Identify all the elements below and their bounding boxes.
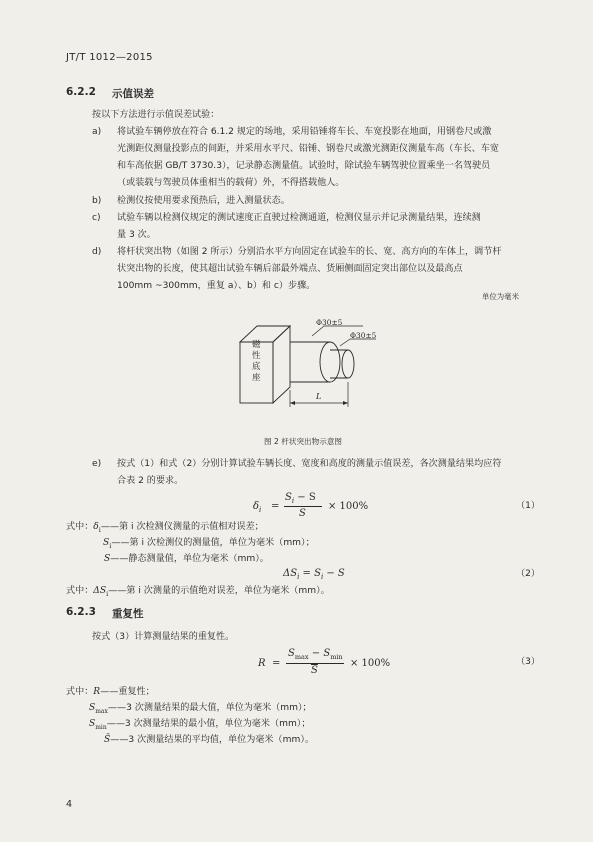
list-item-e-line-2: 合表 2 的要求。 [117, 476, 184, 486]
list-label-e: e) [92, 459, 102, 469]
list-item-d-line-1: 将杆状突出物（如图 2 所示）分别沿水平方向固定在试验车的长、宽、高方向的车体上，调节杆 [117, 247, 502, 257]
where2-desc: ——第 i 次测量的示值绝对误差，单位为毫米（mm）。 [108, 586, 330, 596]
document-code: JT/T 1012—2015 [66, 52, 153, 63]
dimension-label-2: Φ30±5 [350, 331, 377, 340]
eq1-numerator [285, 492, 316, 505]
list-item-c-line-1: 试验车辆以检测仪规定的测试速度正直驶过检测通道，检测仪显示并记录测量结果，连续测 [117, 213, 481, 223]
base-top-face [240, 326, 290, 342]
where2-line [66, 585, 330, 601]
figure-unit-note: 单位为毫米 [482, 292, 519, 301]
eq2-rhs-sub: i [320, 573, 324, 581]
list-item-a-line-1: 将试验车辆停放在符合 6.1.2 规定的场地，采用铅锤将车长、车宽投影在地面，用钢卷尺或激 [117, 127, 492, 137]
length-label: L [316, 392, 322, 401]
where1-symbol-1: δ [93, 522, 99, 532]
where1-desc-2: ——第 i 次检测仪的测量值，单位为毫米（mm）； [111, 538, 315, 548]
where3-symbol-3: S [89, 719, 96, 729]
eq1-equals: = [271, 501, 280, 512]
section-number-6-2-3: 6.2.3 [66, 606, 96, 618]
list-label-c: c) [92, 213, 101, 223]
base-label-text: 磁性底座 [252, 340, 261, 383]
eq1-num-sub: i [291, 497, 295, 505]
eq3-fraction-bar [286, 663, 344, 664]
where1-desc-3: ——静态测量值，单位为毫米（mm）。 [110, 554, 269, 564]
eq2-lhs-sub: i [297, 573, 300, 581]
eq3-equals: = [272, 658, 281, 669]
where3-symbol-4: S̄ [104, 735, 111, 745]
rod-outer-end [320, 342, 340, 382]
where3-sub-2: max [95, 707, 108, 715]
where2-prefix: 式中： [66, 586, 94, 596]
page-number: 4 [66, 799, 73, 810]
length-arrow-left [290, 401, 295, 405]
eq1-denominator: S [299, 508, 306, 519]
list-item-d-line-2: 状突出物的长度，使其超出试验车辆后部最外端点、货厢侧面固定突出部位以及最高点 [117, 264, 463, 274]
eq2-rhs-rest: − S [323, 568, 345, 579]
eq3-lhs: R [258, 658, 266, 669]
where2-sub: i [106, 589, 109, 598]
where3-line-1 [66, 686, 155, 699]
eq1-lhs [253, 501, 261, 514]
eq3-num-a: S [288, 648, 295, 659]
list-item-e-line-1: 按式（1）和式（2）分别计算试验车辆长度、宽度和高度的测量示值误差，各次测量结果均应符 [117, 459, 502, 469]
list-label-a: a) [92, 127, 102, 137]
equation-2 [283, 568, 345, 581]
where3-line-3 [89, 718, 310, 734]
where1-symbol-3: S [104, 554, 111, 564]
where3-symbol-1: R [93, 687, 101, 697]
intro-paragraph: 按以下方法进行示值误差试验： [92, 110, 220, 120]
eq1-num-rest: − S [294, 492, 316, 503]
where3-sub-3: min [95, 723, 107, 731]
base-side-face [273, 326, 290, 403]
equation-2-number: （2） [516, 569, 540, 579]
where1-sub-2: i [109, 541, 112, 550]
repeatability-intro: 按式（3）计算测量结果的重复性。 [92, 632, 235, 642]
eq3-num-a-sub: max [294, 653, 309, 661]
eq1-fraction-bar [284, 506, 322, 507]
where1-sub-1: i [98, 525, 101, 534]
eq1-tail: × 100% [328, 501, 369, 512]
section-title-6-2-3: 重复性 [112, 608, 144, 620]
equation-3-number: （3） [516, 657, 540, 667]
list-item-c-line-2: 量 3 次。 [117, 230, 156, 240]
section-title-6-2-2: 示值误差 [112, 88, 154, 100]
where2-symbol: ΔS [93, 586, 107, 596]
rod-inner-end [342, 350, 354, 378]
where3-line-2 [89, 702, 312, 718]
where3-desc-1: ——重复性； [100, 687, 155, 697]
dim2-leader [340, 339, 350, 346]
where3-desc-3: ——3 次测量结果的最小值，单位为毫米（mm）； [106, 719, 311, 729]
eq3-num-b: S [323, 648, 331, 659]
where1-desc-1: ——第 i 次检测仪测量的示值相对误差； [100, 522, 264, 532]
section-number-6-2-2: 6.2.2 [66, 86, 96, 98]
where1-line-1 [66, 521, 264, 537]
dim1-leader [312, 326, 324, 336]
where3-symbol-2: S [89, 703, 96, 713]
length-arrow-right [343, 401, 348, 405]
where3-desc-2: ——3 次测量结果的最大值，单位为毫米（mm）； [107, 703, 312, 713]
where3-line-4 [104, 734, 314, 747]
where3-desc-4: ——3 次测量结果的平均值，单位为毫米（mm）。 [110, 735, 314, 745]
eq3-num-b-sub: min [330, 653, 343, 661]
figure-caption: 图 2 杆状突出物示意图 [264, 437, 343, 446]
eq3-minus: − [308, 648, 324, 659]
where3-prefix: 式中： [66, 687, 94, 697]
eq2-rhs: S [314, 568, 321, 579]
eq3-tail: × 100% [350, 658, 391, 669]
list-item-a-line-4: （或装载与驾驶员体重相当的载荷）外，不得搭载他人。 [117, 178, 345, 188]
rod-figure [228, 306, 378, 426]
list-item-a-line-3: 和车高依据 GB/T 3730.3），记录静态测量值。试验时，除试验车辆驾驶位置乘坐一名驾驶员 [117, 161, 491, 171]
dimension-label-1: Φ30±5 [316, 318, 343, 327]
where1-symbol-2: S [103, 538, 110, 548]
eq1-lhs-symbol: δ [253, 501, 260, 512]
list-item-b-line-1: 检测仪按使用要求预热后，进入测量状态。 [117, 196, 290, 206]
eq2-lhs: ΔS [283, 568, 298, 579]
where1-prefix: 式中： [66, 522, 94, 532]
where1-line-3 [104, 553, 269, 566]
eq3-numerator [288, 648, 343, 661]
list-label-b: b) [92, 196, 102, 206]
eq1-lhs-sub: i [259, 506, 262, 514]
eq2-equals: = [299, 568, 315, 579]
list-label-d: d) [92, 247, 102, 257]
list-item-a-line-2: 光测距仪测量投影点的间距，并采用水平尺、铅锤、钢卷尺或激光测距仪测量车高（车长、车宽 [117, 144, 499, 154]
eq1-num-symbol: S [285, 492, 292, 503]
eq3-denominator: $\overline{S}$ [311, 665, 318, 676]
where1-line-2 [103, 537, 315, 553]
equation-1-number: （1） [516, 501, 540, 511]
list-item-d-line-3: 100mm ~300mm，重复 a）、b）和 c）步骤。 [117, 281, 316, 291]
